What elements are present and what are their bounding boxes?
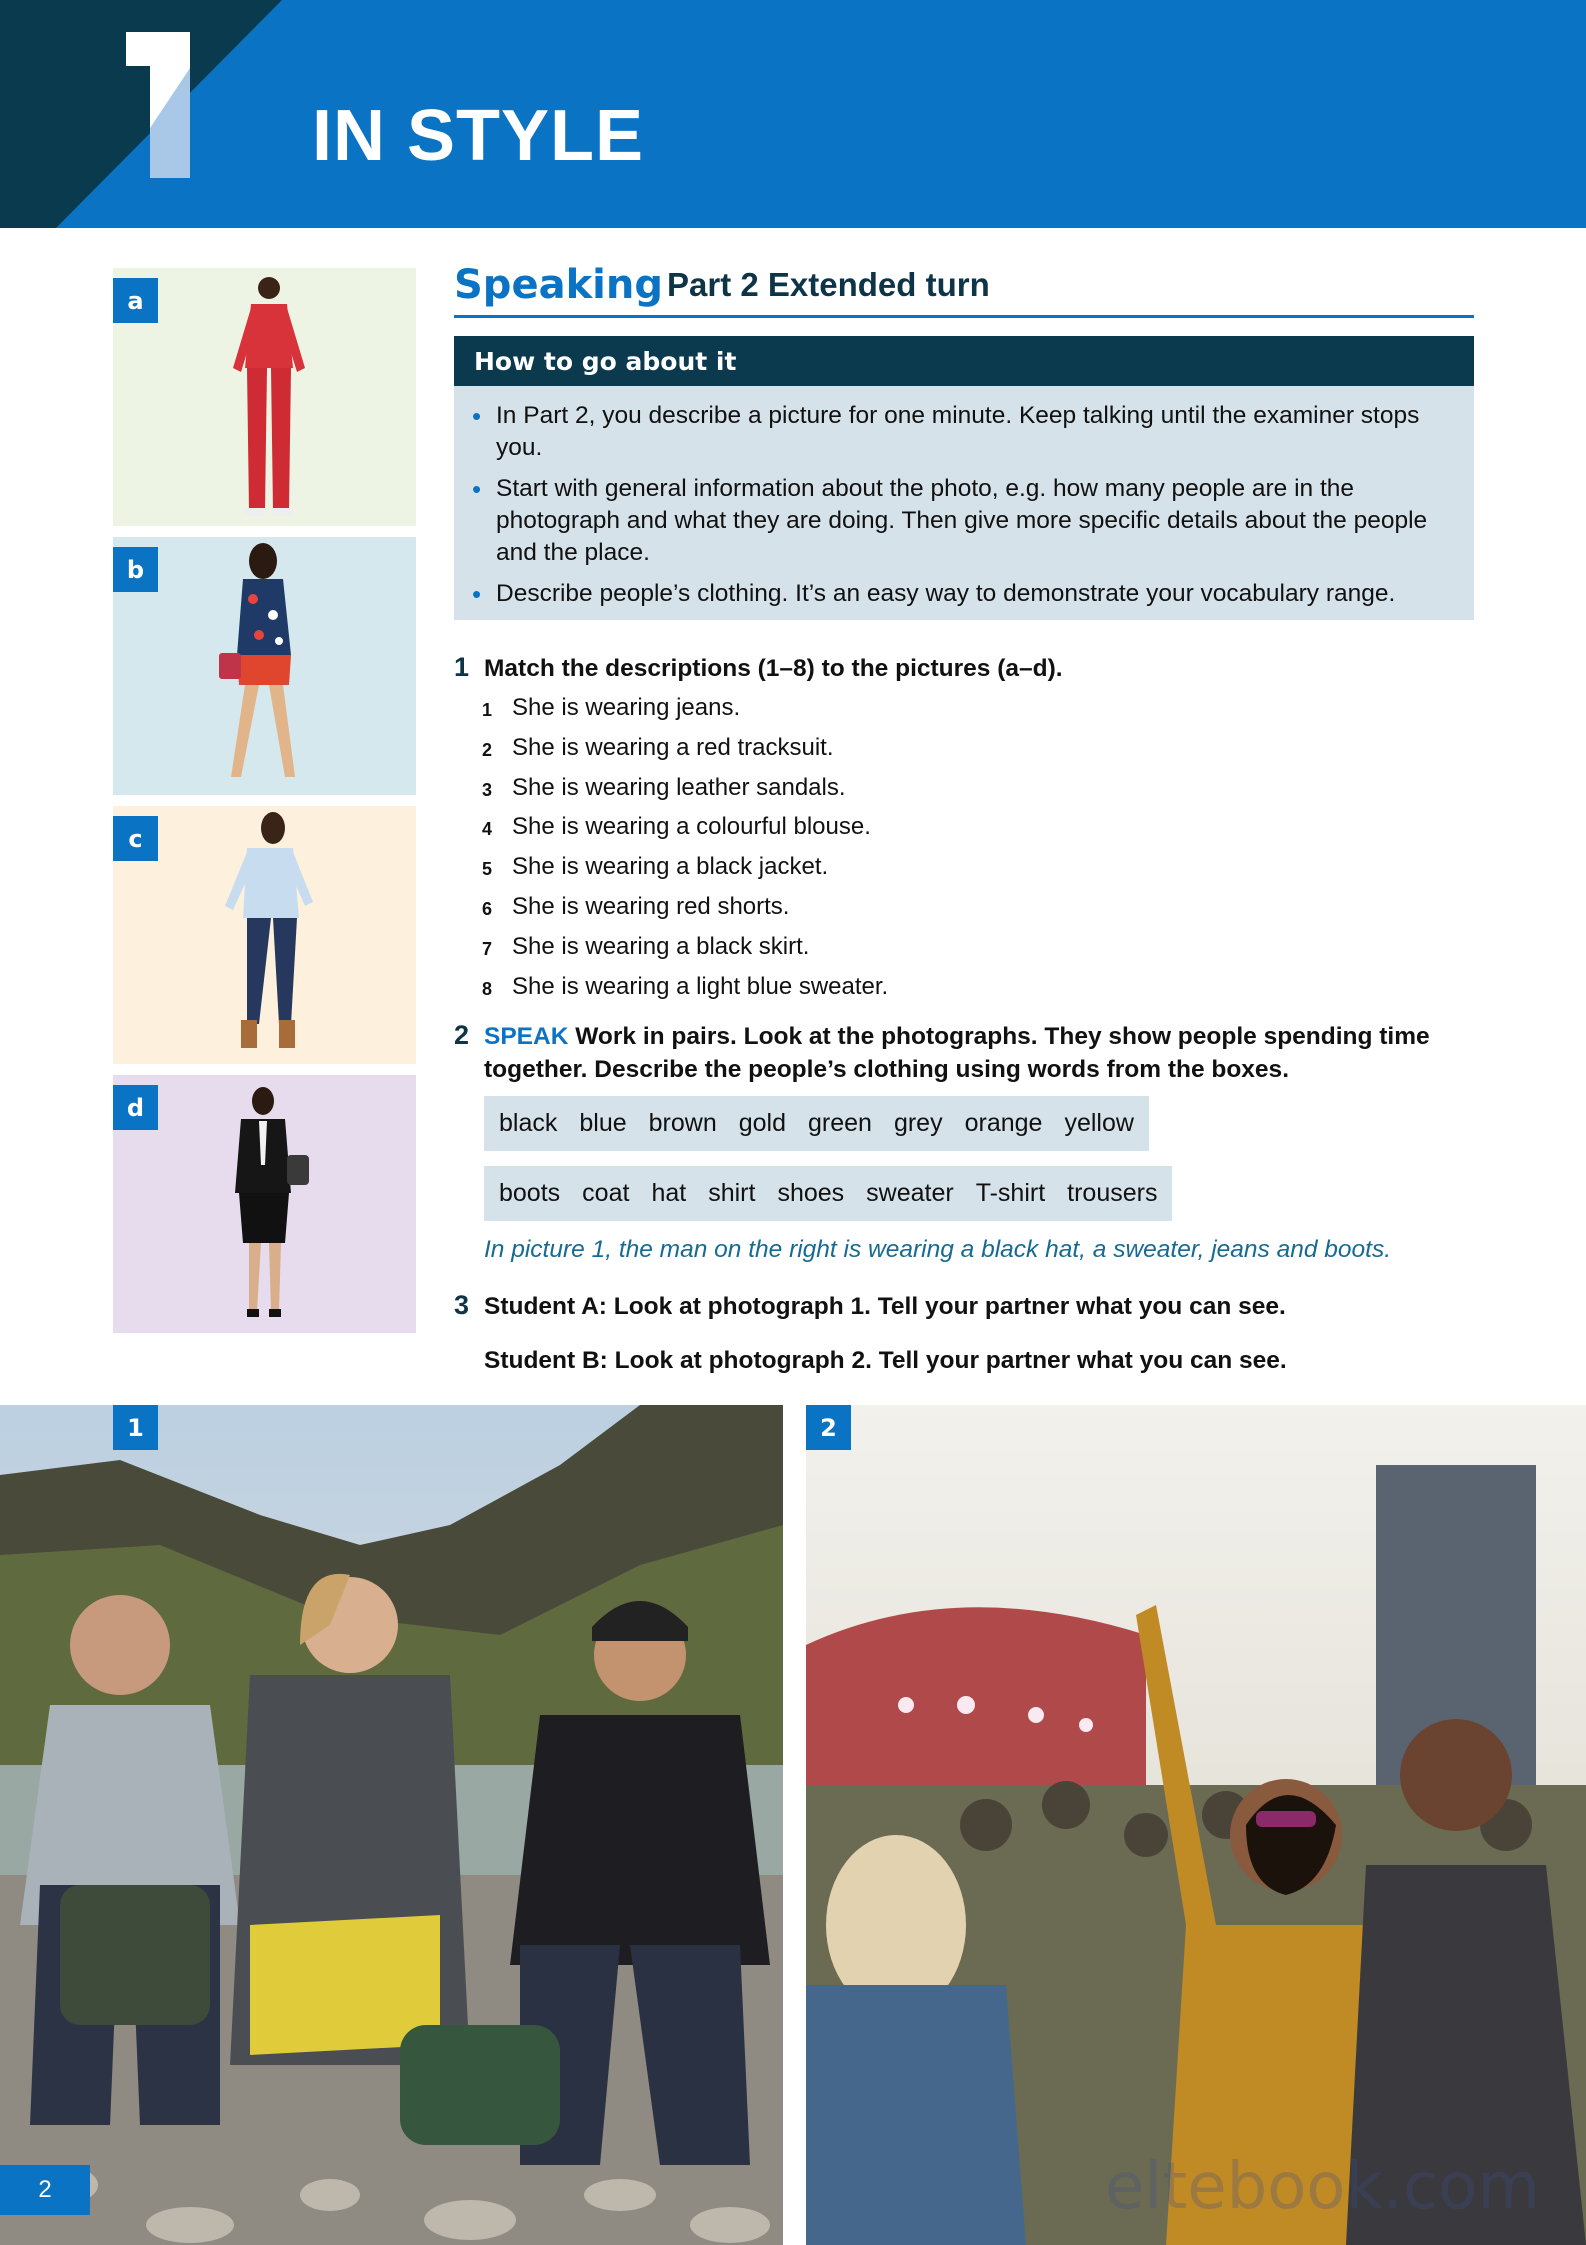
bullet-icon: • <box>472 474 482 504</box>
item-text: She is wearing a red tracksuit. <box>512 733 834 761</box>
photograph-1 <box>0 1405 783 2245</box>
exercise-3-student-b: Student B: Look at photograph 2. Tell your partner what you can see. <box>484 1347 1287 1374</box>
item-number: 6 <box>482 898 493 919</box>
unit-number-graphic <box>120 18 200 178</box>
clothes-word-box <box>484 1166 1172 1221</box>
word-box-item: orange <box>964 1109 1043 1137</box>
picture-label-d: d <box>113 1085 158 1130</box>
item-number: 3 <box>482 779 493 800</box>
section-subtitle: Part 2 Extended turn <box>667 266 990 303</box>
bullet-icon: • <box>472 579 482 609</box>
unit-header <box>0 0 1586 228</box>
picture-a <box>113 268 416 526</box>
picture-d <box>113 1075 416 1333</box>
page-number: 2 <box>0 2165 90 2215</box>
list-item <box>482 813 1182 853</box>
list-item <box>482 893 1182 933</box>
speak-label: SPEAK <box>484 1023 569 1050</box>
item-text: She is wearing red shorts. <box>512 892 790 920</box>
exercise-2-line-1: Work in pairs. Look at the photographs. They show people spending time <box>575 1023 1430 1050</box>
item-number: 7 <box>482 938 493 959</box>
item-number: 2 <box>482 739 493 760</box>
word-box-item: blue <box>579 1109 627 1137</box>
word-box-item: shoes <box>777 1179 845 1207</box>
exercise-3-student-a: Student A: Look at photograph 1. Tell your partner what you can see. <box>484 1293 1286 1320</box>
list-item <box>482 853 1182 893</box>
list-item <box>482 973 1182 1013</box>
woman-black-suit-illustration <box>113 1075 416 1333</box>
exercise-3-number: 3 <box>454 1290 470 1320</box>
how-to-heading: How to go about it <box>454 336 1474 386</box>
header-dark-triangle <box>0 0 1586 228</box>
list-item <box>482 694 1182 734</box>
word-box-item: hat <box>651 1179 687 1207</box>
word-box-item: yellow <box>1064 1109 1134 1137</box>
exercise-2-instruction <box>484 1020 1444 1086</box>
item-number: 8 <box>482 978 493 999</box>
bullet-icon: • <box>472 401 482 431</box>
photograph-2 <box>806 1405 1586 2245</box>
list-item <box>482 933 1182 973</box>
woman-blue-sweater-jeans-illustration <box>113 806 416 1064</box>
unit-title: IN STYLE <box>312 96 645 176</box>
word-box-item: sweater <box>866 1179 954 1207</box>
item-text: She is wearing a black jacket. <box>512 853 829 881</box>
picture-label-b: b <box>113 547 158 592</box>
word-box-item: trousers <box>1067 1179 1158 1207</box>
item-text: She is wearing a black skirt. <box>512 932 810 960</box>
colour-word-box <box>484 1096 1149 1151</box>
mountain-river-friends-illustration <box>0 1405 783 2245</box>
exercise-2-example: In picture 1, the man on the right is wearing a black hat, a sweater, jeans and boots. <box>484 1236 1392 1263</box>
photograph-label-1: 1 <box>113 1405 158 1450</box>
picture-label-c: c <box>113 816 158 861</box>
exercise-1-instruction: Match the descriptions (1–8) to the pictures (a–d). <box>484 655 1063 682</box>
how-to-item <box>472 473 1462 569</box>
item-text: She is wearing leather sandals. <box>512 773 846 801</box>
word-box-item: brown <box>648 1109 717 1137</box>
word-box-item: shirt <box>708 1179 756 1207</box>
watermark: eltebook.com <box>1105 2150 1540 2224</box>
item-text: She is wearing a colourful blouse. <box>512 813 871 841</box>
list-item <box>482 774 1182 814</box>
how-to-box <box>454 386 1474 620</box>
section-title: Speaking <box>454 262 663 308</box>
exercise-2-line-2: together. Describe the people’s clothing using words from the boxes. <box>484 1056 1289 1083</box>
word-box-item: T-shirt <box>975 1179 1046 1207</box>
item-number: 1 <box>482 700 493 720</box>
word-box-item: coat <box>582 1179 630 1207</box>
how-to-item-text: Start with general information about the photo, e.g. how many people are in the photograph and what they are doing. Then give more specific details about the people and the place. <box>496 475 1428 566</box>
item-text: She is wearing a light blue sweater. <box>512 972 889 1000</box>
section-rule <box>454 315 1474 318</box>
picture-c <box>113 806 416 1064</box>
how-to-item <box>472 578 1462 610</box>
festival-crowd-illustration <box>806 1405 1586 2245</box>
picture-label-a: a <box>113 278 158 323</box>
word-box-item: black <box>499 1109 558 1137</box>
exercise-2-number: 2 <box>454 1020 470 1050</box>
word-box-item: gold <box>738 1109 786 1137</box>
exercise-1-number: 1 <box>454 652 470 682</box>
woman-red-tracksuit-illustration <box>113 268 416 526</box>
photograph-label-2: 2 <box>806 1405 851 1450</box>
item-number: 5 <box>482 859 493 880</box>
how-to-item <box>472 400 1462 464</box>
how-to-item-text: Describe people’s clothing. It’s an easy way to demonstrate your vocabulary range. <box>496 580 1396 607</box>
how-to-item-text: In Part 2, you describe a picture for one minute. Keep talking until the examiner stops you. <box>496 402 1420 461</box>
exercise-1-list <box>482 694 1182 1012</box>
item-text: She is wearing jeans. <box>512 694 741 721</box>
word-box-item: green <box>808 1109 872 1137</box>
item-number: 4 <box>482 819 493 840</box>
word-box-item: boots <box>499 1179 561 1207</box>
word-box-item: grey <box>893 1109 943 1137</box>
woman-colourful-blouse-illustration <box>113 537 416 795</box>
picture-b <box>113 537 416 795</box>
list-item <box>482 734 1182 774</box>
